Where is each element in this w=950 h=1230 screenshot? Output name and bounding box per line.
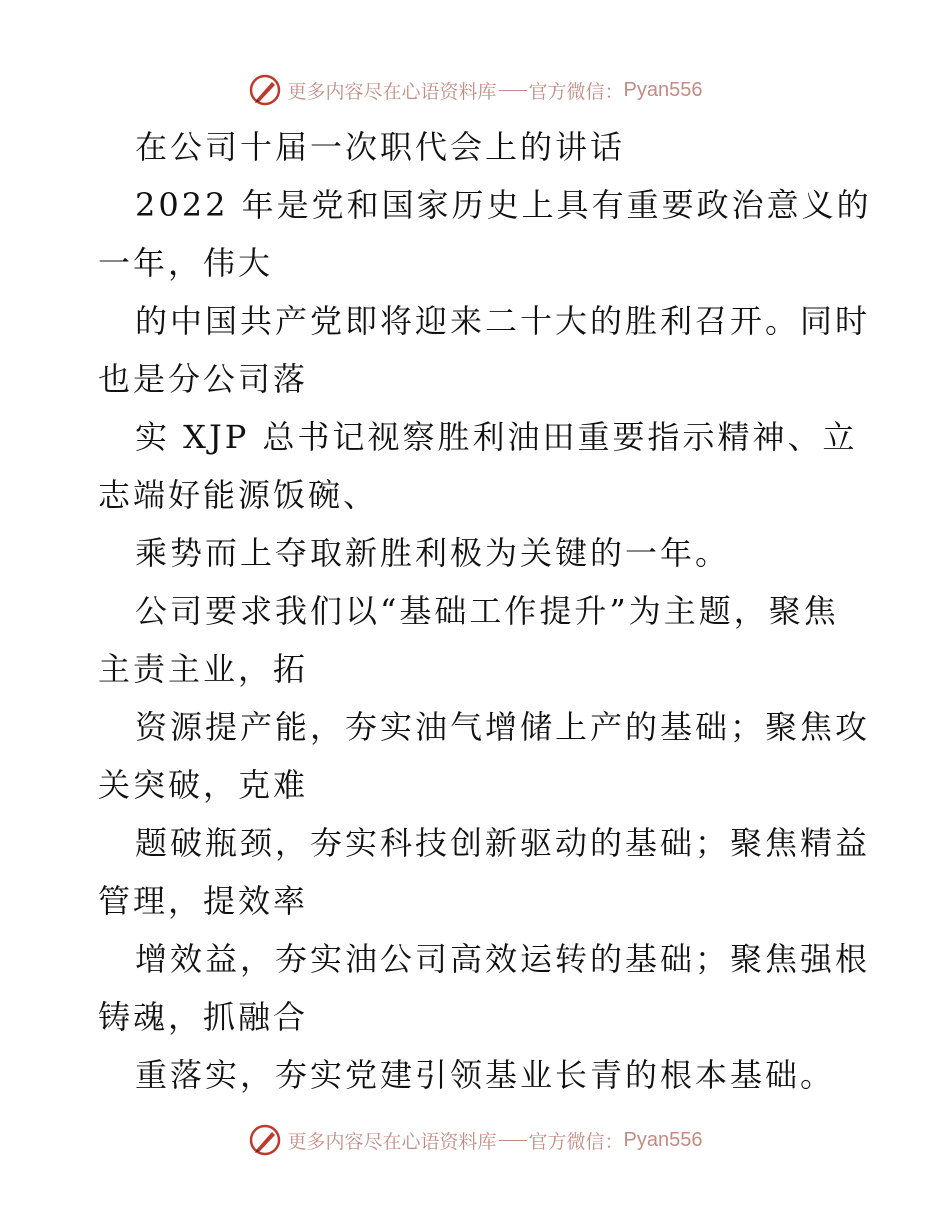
document-body bbox=[98, 118, 872, 1104]
watermark-label: 官方微信： bbox=[528, 80, 624, 103]
text-line: 重落实，夯实党建引领基业长青的根本基础。 bbox=[135, 1056, 836, 1094]
text-line: 乘势而上夺取新胜利极为关键的一年。 bbox=[135, 534, 731, 572]
text-line: 一年，伟大 bbox=[98, 244, 274, 282]
watermark-text: 更多内容尽在心语资料库 bbox=[287, 80, 497, 103]
text-line: 资源提产能，夯实油气增储上产的基础；聚焦攻 bbox=[135, 708, 871, 746]
watermark-id: Pyan556 bbox=[623, 1128, 703, 1151]
text-line: 题破瓶颈，夯实科技创新驱动的基础；聚焦精益 bbox=[135, 824, 871, 862]
text-line: 管理，提效率 bbox=[98, 882, 309, 920]
text-line: 也是分公司落 bbox=[98, 360, 309, 398]
text-line: 铸魂，抓融合 bbox=[98, 998, 309, 1036]
text-line: 公司要求我们以“基础工作提升”为主题，聚焦 bbox=[135, 592, 839, 630]
text-line: 的中国共产党即将迎来二十大的胜利召开。同时 bbox=[135, 302, 871, 340]
footer-watermark bbox=[0, 1120, 950, 1160]
text-line: 增效益，夯实油公司高效运转的基础；聚焦强根 bbox=[135, 940, 871, 978]
watermark-separator bbox=[499, 1140, 527, 1141]
text-line: 在公司十届一次职代会上的讲话 bbox=[135, 128, 626, 166]
text-line: 志端好能源饭碗、 bbox=[98, 476, 379, 514]
quill-logo-icon bbox=[248, 73, 282, 107]
quill-logo-icon bbox=[248, 1123, 282, 1157]
watermark-text: 更多内容尽在心语资料库 bbox=[287, 1130, 497, 1153]
watermark-label: 官方微信： bbox=[528, 1130, 624, 1153]
text-line: 主责主业，拓 bbox=[98, 650, 309, 688]
header-watermark bbox=[0, 70, 950, 110]
text-line: 关突破，克难 bbox=[98, 766, 309, 804]
text-line: 2022 年是党和国家历史上具有重要政治意义的 bbox=[135, 186, 872, 224]
text-line: 实 XJP 总书记视察胜利油田重要指示精神、立 bbox=[135, 418, 858, 456]
watermark-id: Pyan556 bbox=[623, 78, 703, 101]
watermark-separator bbox=[499, 90, 527, 91]
